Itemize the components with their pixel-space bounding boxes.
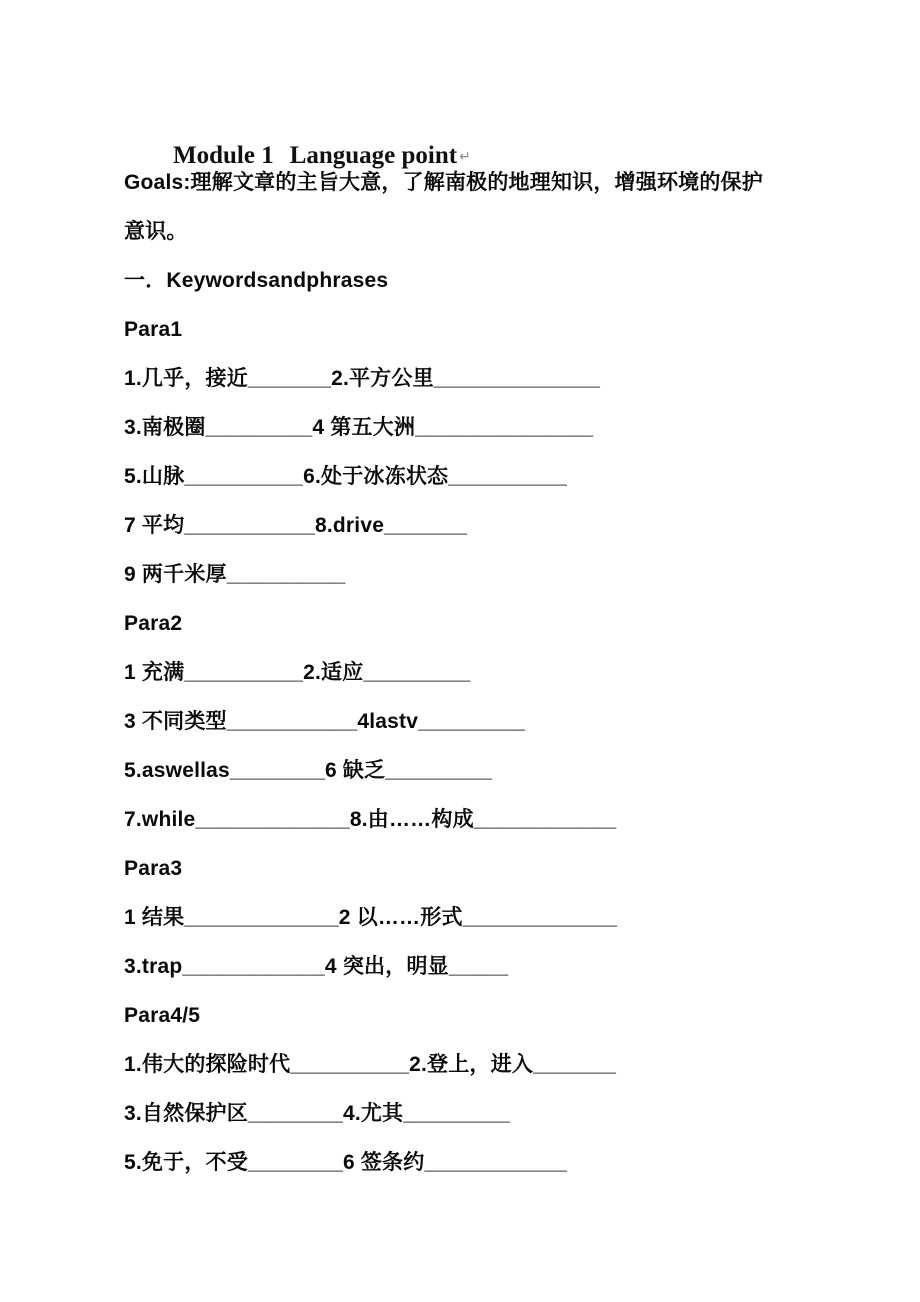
doc-title-subject: Language point bbox=[289, 142, 458, 169]
worksheet-line: 3.自然保护区________4.尤其_________ bbox=[124, 1102, 511, 1125]
worksheet-line: 3.trap____________4 突出，明显_____ bbox=[124, 955, 509, 978]
doc-title-module: Module 1 bbox=[173, 142, 274, 169]
section-heading: 一．Keywordsandphrases bbox=[124, 269, 389, 292]
worksheet-line: 1.伟大的探险时代__________2.登上，进入_______ bbox=[124, 1053, 617, 1076]
worksheet-line: 7 平均___________8.drive_______ bbox=[124, 514, 468, 537]
worksheet-line: 3.南极圈_________4 第五大洲_______________ bbox=[124, 416, 594, 439]
worksheet-line: 9 两千米厚__________ bbox=[124, 563, 346, 586]
worksheet-line: 5.山脉__________6.处于冰冻状态__________ bbox=[124, 465, 568, 488]
doc-body bbox=[124, 158, 824, 1187]
para-label-4-5: Para4/5 bbox=[124, 1004, 201, 1027]
para-label-3: Para3 bbox=[124, 857, 183, 880]
para-label-2: Para2 bbox=[124, 612, 183, 635]
worksheet-line: 1.几乎，接近_______2.平方公里______________ bbox=[124, 367, 601, 390]
worksheet-line: 1 充满__________2.适应_________ bbox=[124, 661, 471, 684]
worksheet-line: 3 不同类型___________4lastv_________ bbox=[124, 710, 526, 733]
paragraph-return-icon: ↵ bbox=[459, 149, 471, 165]
worksheet-line: 1 结果_____________2 以……形式_____________ bbox=[124, 906, 618, 929]
worksheet-line: 7.while_____________8.由……构成____________ bbox=[124, 808, 617, 831]
para-label-1: Para1 bbox=[124, 318, 183, 341]
worksheet-line: 5.免于，不受________6 签条约____________ bbox=[124, 1151, 568, 1174]
goals-text-line2: 意识。 bbox=[124, 220, 188, 243]
goals-text-line1: Goals:理解文章的主旨大意，了解南极的地理知识，增强环境的保护 bbox=[124, 171, 763, 194]
worksheet-line: 5.aswellas________6 缺乏_________ bbox=[124, 759, 493, 782]
